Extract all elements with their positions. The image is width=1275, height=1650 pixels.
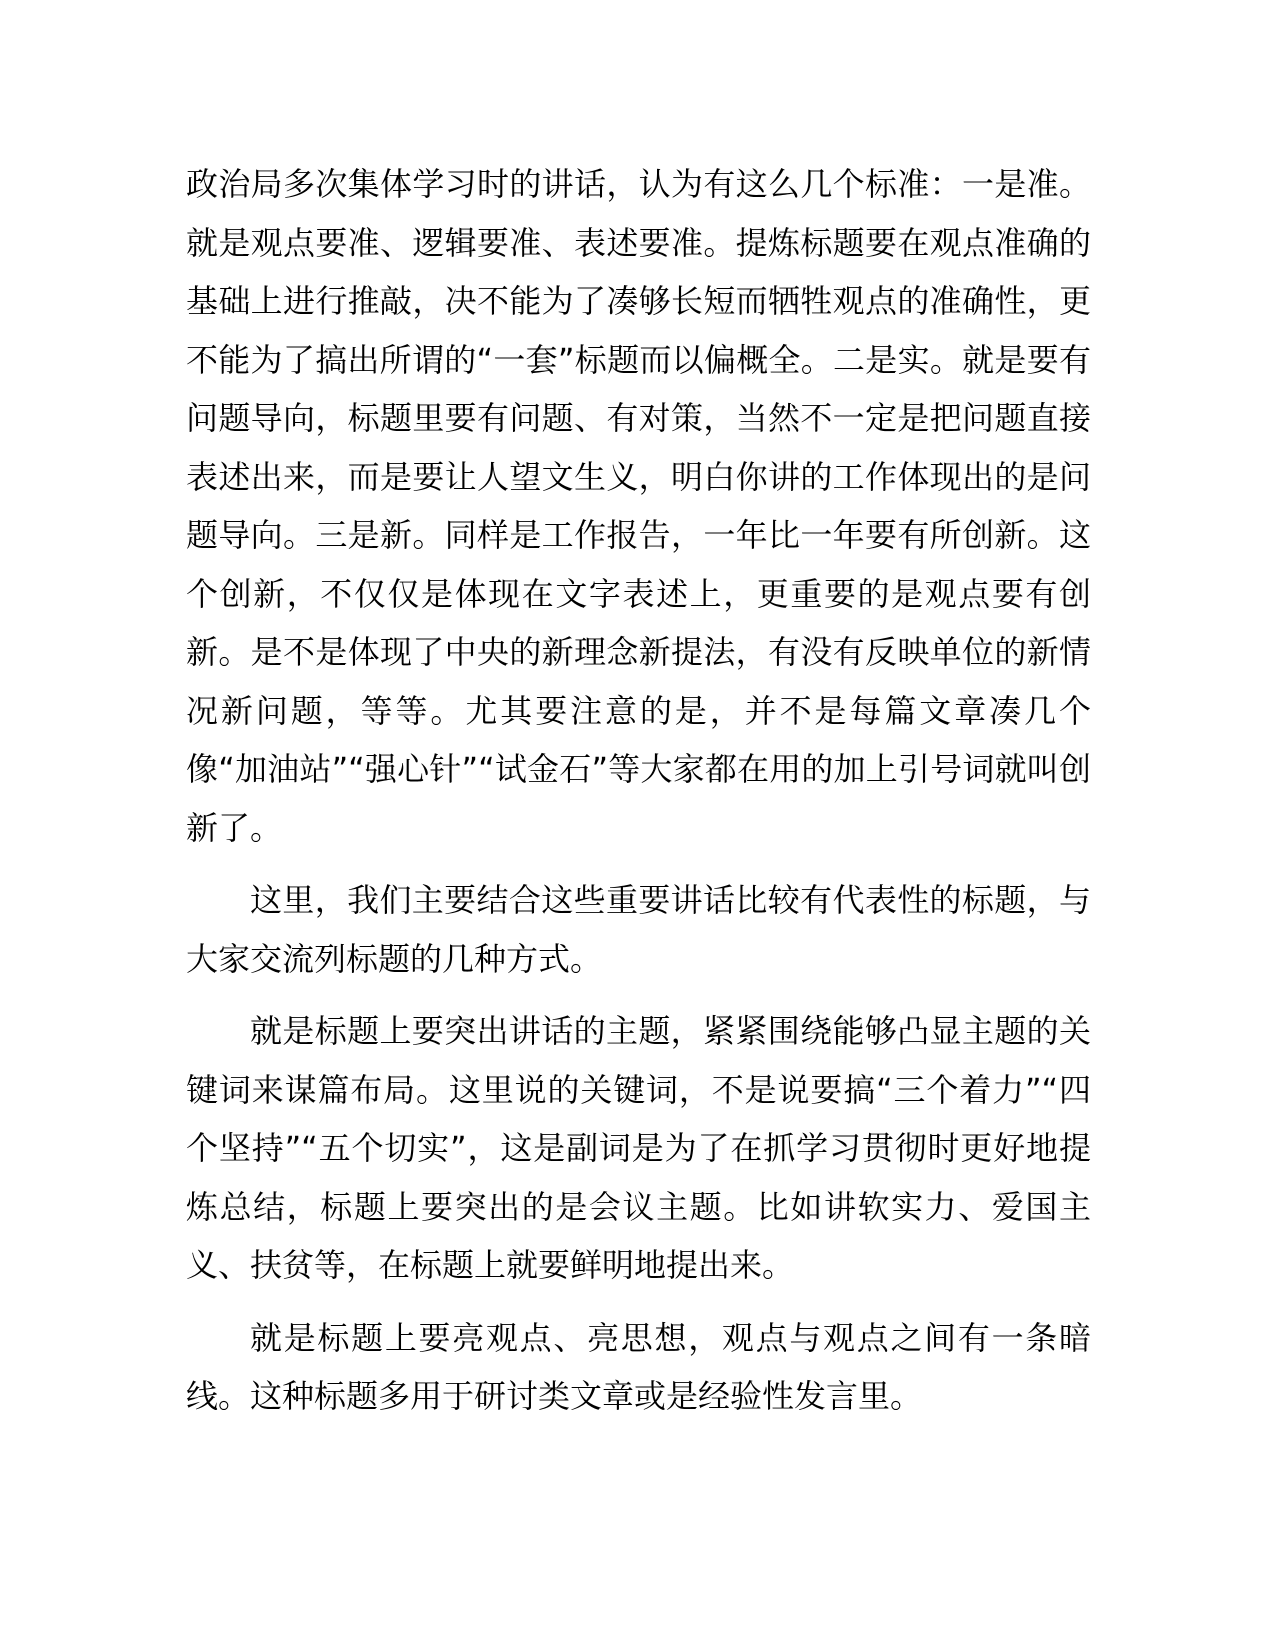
paragraph-2: 这里，我们主要结合这些重要讲话比较有代表性的标题，与大家交流列标题的几种方式。 — [186, 881, 1091, 978]
paragraph-3: 就是标题上要突出讲话的主题，紧紧围绕能够凸显主题的关键词来谋篇布局。这里说的关键词，不是说要搞“三个着力”“四个坚持”“五个切实”，这是副词是为了在抓学习贯彻时更好地提炼总结，标题上要突出的是会议主题。比如讲软实力、爱国主义、扶贫等，在标题上就要鲜明地提出来。 — [186, 1012, 1091, 1284]
body-text — [186, 155, 1091, 1440]
paragraph-1: 政治局多次集体学习时的讲话，认为有这么几个标准：一是准。就是观点要准、逻辑要准、表述要准。提炼标题要在观点准确的基础上进行推敲，决不能为了凑够长短而牺牲观点的准确性，更不能为了搞出所谓的“一套”标题而以偏概全。二是实。就是要有问题导向，标题里要有问题、有对策，当然不一定是把问题直接表述出来，而是要让人望文生义，明白你讲的工作体现出的是问题导向。三是新。同样是工作报告，一年比一年要有所创新。这个创新，不仅仅是体现在文字表述上，更重要的是观点要有创新。是不是体现了中央的新理念新提法，有没有反映单位的新情况新问题，等等。尤其要注意的是，并不是每篇文章凑几个像“加油站”“强心针”“试金石”等大家都在用的加上引号词就叫创新了。 — [186, 165, 1091, 847]
paragraph-4: 就是标题上要亮观点、亮思想，观点与观点之间有一条暗线。这种标题多用于研讨类文章或是经验性发言里。 — [186, 1318, 1091, 1415]
